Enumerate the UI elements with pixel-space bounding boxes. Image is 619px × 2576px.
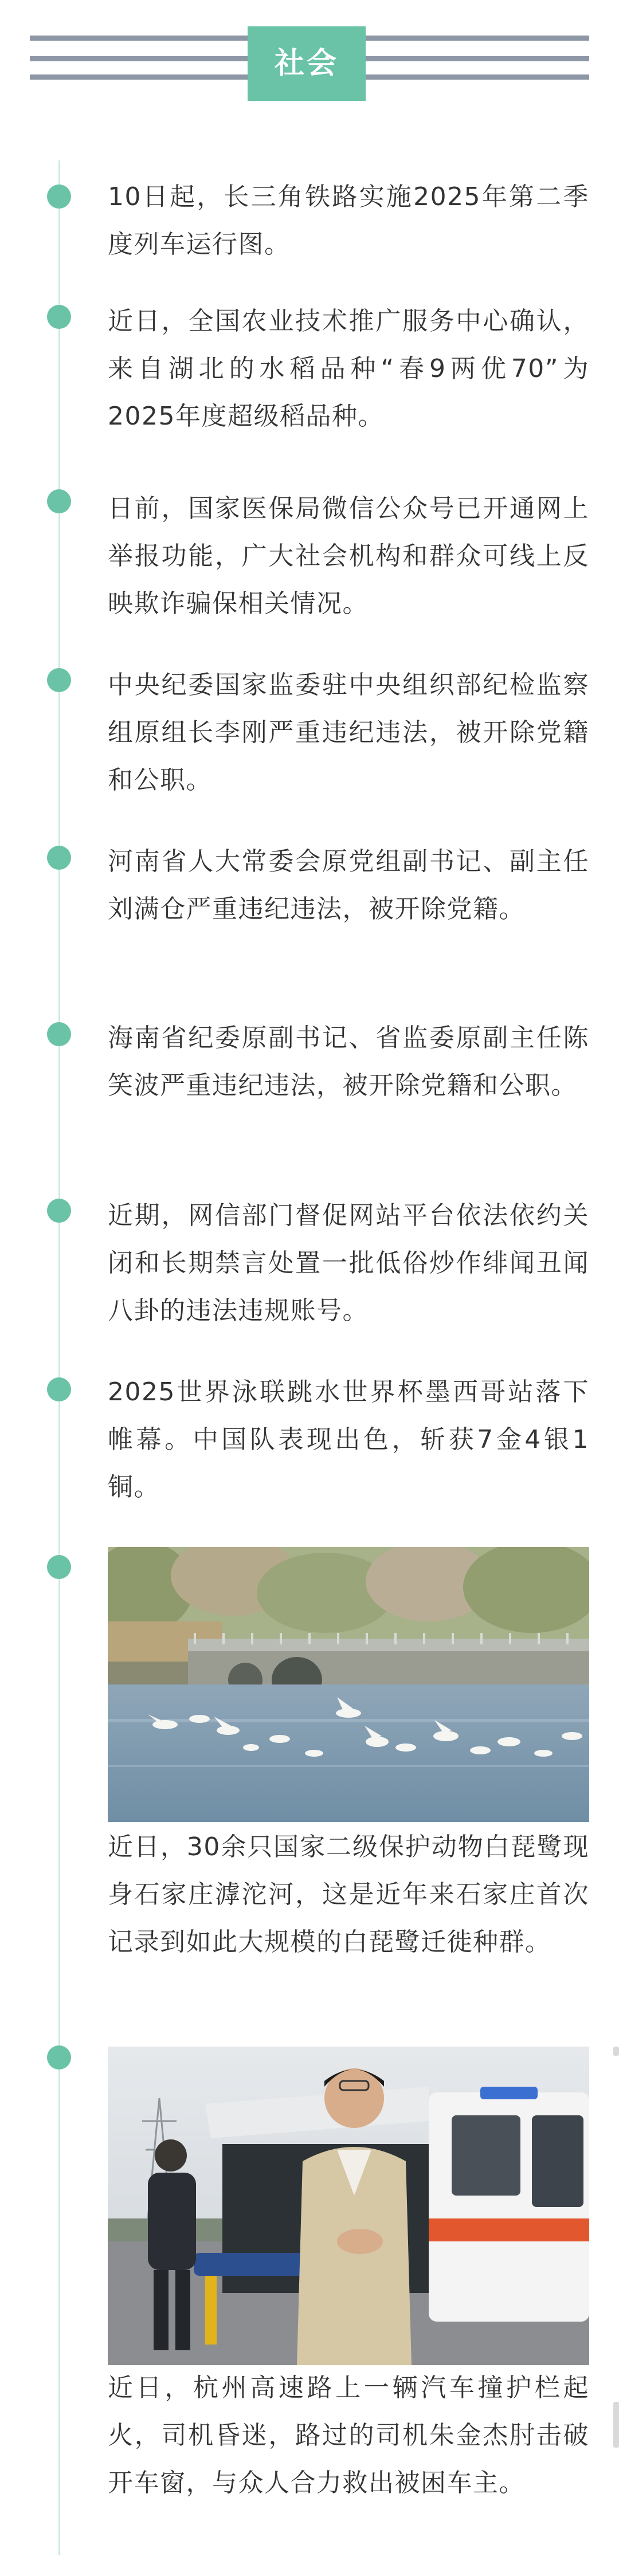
timeline-dot bbox=[47, 2045, 71, 2070]
timeline-line bbox=[58, 160, 60, 2555]
section-title: 社会 bbox=[248, 26, 366, 101]
timeline-dot bbox=[47, 1022, 71, 1046]
news-text: 10日起，长三角铁路实施2025年第二季度列车运行图。 bbox=[108, 182, 589, 259]
timeline-dot bbox=[47, 846, 71, 870]
spoonbill-river-photo bbox=[108, 1547, 589, 1822]
timeline-dot bbox=[47, 489, 71, 513]
scroll-indicator bbox=[613, 2402, 619, 2448]
news-text: 2025世界泳联跳水世界杯墨西哥站落下帷幕。中国队表现出色，斩获7金4银1铜。 bbox=[108, 1377, 589, 1502]
timeline-dot bbox=[47, 1555, 71, 1579]
highway-rescue-photo bbox=[108, 2047, 589, 2365]
news-text: 日前，国家医保局微信公众号已开通网上举报功能，广大社会机构和群众可线上反映欺诈骗保相关情况。 bbox=[108, 494, 589, 618]
section-header bbox=[0, 0, 619, 115]
timeline-dot bbox=[47, 1377, 71, 1401]
news-text: 海南省纪委原副书记、省监委原副主任陈笑波严重违纪违法，被开除党籍和公职。 bbox=[108, 1023, 589, 1100]
news-text: 近日，杭州高速路上一辆汽车撞护栏起火，司机昏迷，路过的司机朱金杰肘击破开车窗，与众人合力救出被困车主。 bbox=[108, 2373, 589, 2498]
news-text: 近期，网信部门督促网站平台依法依约关闭和长期禁言处置一批低俗炒作绯闻丑闻八卦的违法违规账号。 bbox=[108, 1201, 589, 1325]
timeline-dot bbox=[47, 668, 71, 692]
timeline-dot bbox=[47, 184, 71, 209]
news-text: 河南省人大常委会原党组副书记、副主任刘满仓严重违纪违法，被开除党籍。 bbox=[108, 847, 589, 924]
news-text: 近日，30余只国家二级保护动物白琵鹭现身石家庄滹沱河，这是近年来石家庄首次记录到如此大规模的白琵鹭迁徙种群。 bbox=[108, 1832, 589, 1957]
timeline-dot bbox=[47, 305, 71, 329]
scroll-indicator bbox=[613, 2047, 619, 2056]
timeline-dot bbox=[47, 1199, 71, 1223]
news-text: 中央纪委国家监委驻中央组织部纪检监察组原组长李刚严重违纪违法，被开除党籍和公职。 bbox=[108, 670, 589, 795]
news-text: 近日，全国农业技术推广服务中心确认，来自湖北的水稻品种“春9两优70”为2025年度超级稻品种。 bbox=[108, 307, 589, 431]
